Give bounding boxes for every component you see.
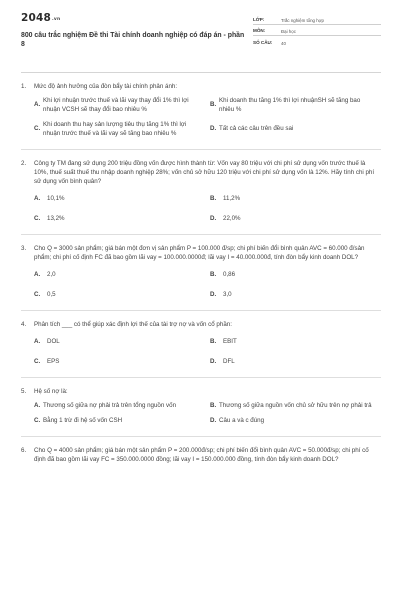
option-d[interactable] <box>210 358 386 367</box>
option-letter: A. <box>34 194 41 202</box>
option-d[interactable] <box>210 417 386 426</box>
option-b[interactable] <box>210 402 386 411</box>
document-title: 800 câu trắc nghiệm Đề thi Tài chính doanh nghiệp có đáp án - phần 8 <box>21 31 245 48</box>
option-letter: A. <box>34 270 41 278</box>
option-letter: B. <box>210 270 217 278</box>
question-header <box>21 245 381 263</box>
question-6 <box>21 437 381 475</box>
meta-label: SỐ CÂU: <box>253 40 273 46</box>
question-text: Hệ số nợ là: <box>34 387 68 395</box>
option-letter: B. <box>210 194 217 202</box>
option-a[interactable] <box>34 338 210 347</box>
meta-row-subject <box>253 25 381 36</box>
option-letter: A. <box>34 401 41 409</box>
question-text: Cho Q = 3000 sản phẩm; giá bán một đơn vị sản phẩm P = 100.000 đ/sp; chi phí biến đổi bình quân AVC = 60.000 đ/sản phẩm; chi phí cố định FC đã bao gồm lãi vay = 100.000.0000đ; lãi vay I = 40.000.000đ, tính đòn bẩy kinh doanh DOL? <box>34 244 365 261</box>
option-a[interactable] <box>34 97 210 115</box>
options-list <box>34 271 381 300</box>
options-list <box>34 338 381 367</box>
option-c[interactable] <box>34 291 210 300</box>
option-letter: B. <box>210 337 217 345</box>
option-text: 3,0 <box>223 290 232 298</box>
option-text: Khi doanh thu tăng 1% thì lợi nhuậnSH sẽ tăng bao nhiêu % <box>219 96 361 113</box>
question-number: 2. <box>21 159 27 167</box>
question-number: 3. <box>21 244 27 252</box>
logo-sub: .vn <box>52 17 61 22</box>
option-letter: D. <box>210 214 217 222</box>
option-a[interactable] <box>34 402 210 411</box>
question-text: Phân tích ___ có thể giúp xác định lợi thế của tài trợ nợ và vốn cổ phần: <box>34 320 232 328</box>
option-text: 10,1% <box>47 194 65 202</box>
question-number: 1. <box>21 83 27 90</box>
question-header <box>21 388 381 397</box>
option-letter: D. <box>210 357 217 365</box>
option-c[interactable] <box>34 121 210 139</box>
option-letter: C. <box>34 357 41 365</box>
option-text: Khi lợi nhuận trước thuế và lãi vay thay đổi 1% thì lợi nhuận VCSH sẽ thay đổi bao nhiêu % <box>43 96 189 113</box>
option-letter: C. <box>34 214 41 222</box>
option-letter: B. <box>210 101 217 109</box>
meta-row-count <box>253 36 381 47</box>
logo-main: 2048 <box>21 12 52 24</box>
question-header <box>21 321 381 330</box>
option-b[interactable] <box>210 97 386 115</box>
question-number: 4. <box>21 320 27 328</box>
option-c[interactable] <box>34 358 210 367</box>
option-letter: A. <box>34 101 41 109</box>
option-letter: D. <box>210 416 217 424</box>
option-text: Tất cả các câu trên đều sai <box>219 125 294 133</box>
meta-row-class <box>253 14 381 25</box>
option-text: 0,5 <box>47 290 56 298</box>
option-letter: C. <box>34 125 41 133</box>
options-list <box>34 402 381 426</box>
option-text: 22,0% <box>223 214 241 222</box>
options-list <box>34 195 381 224</box>
option-letter: D. <box>210 125 217 133</box>
meta-value: Đại học <box>281 28 296 34</box>
question-text: Công ty TM đang sử dụng 200 triệu đồng vốn được hình thành từ: Vốn vay 80 triệu với chi phí sử dụng vốn trước thuế là 10%, thuế suất thuế thu nhập doanh nghiệp 28%; vốn chủ sở hữu 120 triệu với chi phí sử dụng vốn là 12%. Hãy tính chi phí sử dụng vốn bình quân? <box>34 159 375 185</box>
question-5 <box>21 378 381 437</box>
meta-value: Trắc nghiệm tổng hợp <box>281 17 324 23</box>
option-b[interactable] <box>210 195 386 204</box>
option-d[interactable] <box>210 121 386 139</box>
header-left <box>21 10 251 49</box>
option-text: 0,86 <box>223 270 236 278</box>
option-text: Thương số giữa nguồn vốn chủ sở hữu trên nợ phải trả <box>219 401 372 409</box>
question-number: 5. <box>21 387 27 395</box>
option-text: DOL <box>47 337 60 345</box>
option-text: Câu a và c đúng <box>219 416 265 424</box>
option-letter: A. <box>34 337 41 345</box>
question-text: Mức độ ảnh hưởng của đòn bẩy tài chính phản ánh: <box>34 83 178 90</box>
option-letter: C. <box>34 290 41 298</box>
option-d[interactable] <box>210 291 386 300</box>
option-c[interactable] <box>34 417 210 426</box>
option-a[interactable] <box>34 271 210 280</box>
question-2 <box>21 150 381 235</box>
meta-box <box>253 14 381 47</box>
question-text: Cho Q = 4000 sản phẩm; giá bán một sản phẩm P = 200.000đ/sp; chi phí biến đổi bình quân AVC = 50.000đ/sp; chi phí cố định đã bao gồm lãi vay FC = 350.000.0000 đồng; lãi vay I = 150.000.000 đồng, tính đòn bẩy kinh doanh DOL? <box>34 446 369 463</box>
option-letter: D. <box>210 290 217 298</box>
option-c[interactable] <box>34 215 210 224</box>
question-4 <box>21 311 381 378</box>
document-header <box>21 10 381 62</box>
option-text: EPS <box>47 357 60 365</box>
option-text: 13,2% <box>47 214 65 222</box>
options-list <box>34 97 381 139</box>
option-b[interactable] <box>210 338 386 347</box>
option-text: DFL <box>223 357 235 365</box>
meta-label: MÔN: <box>253 28 266 34</box>
site-logo[interactable] <box>21 13 251 25</box>
option-a[interactable] <box>34 195 210 204</box>
question-header <box>21 83 381 92</box>
option-text: Bằng 1 trừ đi hệ số vốn CSH <box>43 416 123 424</box>
question-3 <box>21 235 381 311</box>
meta-value: 40 <box>281 40 286 46</box>
option-text: Thương số giữa nợ phải trả trên tổng nguồn vốn <box>43 401 177 409</box>
option-text: Khi doanh thu hay sản lượng tiêu thụ tăng 1% thì lợi nhuận trước thuế và lãi vay sẽ tăng bao nhiêu % <box>43 120 187 137</box>
option-text: EBIT <box>223 337 237 345</box>
question-number: 6. <box>21 446 27 454</box>
option-d[interactable] <box>210 215 386 224</box>
option-b[interactable] <box>210 271 386 280</box>
option-text: 2,0 <box>47 270 56 278</box>
option-letter: B. <box>210 401 217 409</box>
option-text: 11,2% <box>223 194 241 202</box>
question-header <box>21 447 381 465</box>
option-letter: C. <box>34 416 41 424</box>
question-1 <box>21 73 381 150</box>
question-header <box>21 160 381 187</box>
meta-label: LỚP: <box>253 17 265 23</box>
